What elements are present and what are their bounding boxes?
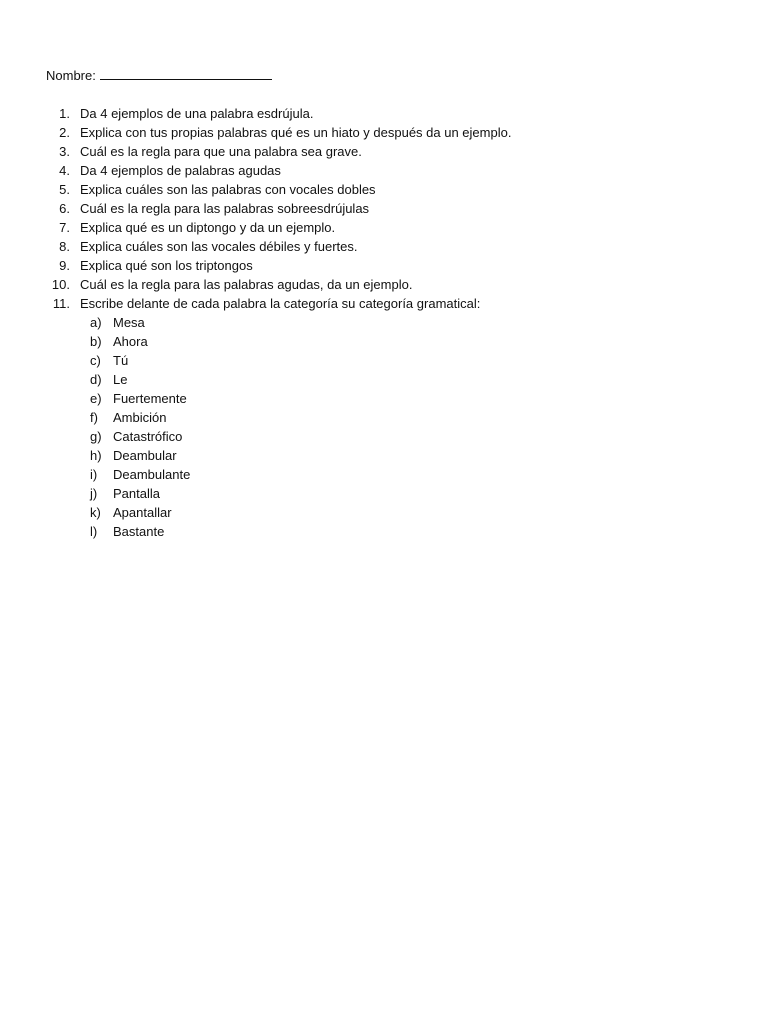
word-text: Tú (113, 353, 129, 368)
question-text: Explica cuáles son las vocales débiles y fuertes. (80, 239, 358, 254)
word-text: Ambición (113, 410, 167, 425)
question-text: Explica cuáles son las palabras con vocales dobles (80, 182, 376, 197)
word-list-container (46, 313, 726, 541)
question-item (46, 218, 726, 237)
word-item (90, 465, 726, 484)
word-item (90, 522, 726, 541)
word-letter: c) (90, 353, 101, 368)
question-text: Cuál es la regla para las palabras agudas, da un ejemplo. (80, 277, 413, 292)
word-text: Le (113, 372, 128, 387)
word-letter: j) (90, 486, 98, 501)
word-letter: g) (90, 429, 102, 444)
question-item (46, 256, 726, 275)
word-letter: e) (90, 391, 102, 406)
word-item (90, 351, 726, 370)
word-text: Apantallar (113, 505, 172, 520)
question-text: Explica qué es un diptongo y da un ejemplo. (80, 220, 336, 235)
question-item (46, 161, 726, 180)
word-text: Ahora (113, 334, 148, 349)
word-item (90, 503, 726, 522)
question-number: 3. (59, 144, 70, 159)
question-item (46, 294, 726, 313)
question-text: Explica con tus propias palabras qué es un hiato y después da un ejemplo. (80, 125, 512, 140)
word-item (90, 484, 726, 503)
word-letter: l) (90, 524, 98, 539)
word-text: Mesa (113, 315, 145, 330)
word-text: Fuertemente (113, 391, 187, 406)
question-item (46, 199, 726, 218)
word-letter: i) (90, 467, 98, 482)
question-number: 5. (59, 182, 70, 197)
question-text: Cuál es la regla para que una palabra sea grave. (80, 144, 362, 159)
name-blank-line (100, 66, 272, 80)
question-text: Da 4 ejemplos de una palabra esdrújula. (80, 106, 314, 121)
question-number: 6. (59, 201, 70, 216)
word-item (90, 446, 726, 465)
name-field-row (46, 66, 272, 85)
question-item (46, 142, 726, 161)
word-text: Pantalla (113, 486, 160, 501)
question-number: 10. (51, 277, 70, 292)
question-number: 2. (59, 125, 70, 140)
word-item (90, 427, 726, 446)
question-number: 11. (52, 296, 70, 311)
question-number: 7. (59, 220, 70, 235)
word-item (90, 313, 726, 332)
question-number: 9. (59, 258, 70, 273)
name-label: Nombre: (46, 68, 96, 83)
word-letter: a) (90, 315, 102, 330)
word-text: Deambulante (113, 467, 191, 482)
word-text: Deambular (113, 448, 177, 463)
question-item (46, 237, 726, 256)
question-number: 1. (59, 106, 70, 121)
word-letter: d) (90, 372, 102, 387)
question-text: Explica qué son los triptongos (80, 258, 253, 273)
question-number: 4. (59, 163, 70, 178)
question-item (46, 123, 726, 142)
question-list (46, 104, 726, 541)
question-item (46, 180, 726, 199)
word-text: Bastante (113, 524, 165, 539)
word-letter: f) (90, 410, 98, 425)
word-letter: k) (90, 505, 101, 520)
word-list (90, 313, 726, 541)
word-item (90, 389, 726, 408)
question-item (46, 275, 726, 294)
question-item (46, 104, 726, 123)
question-number: 8. (59, 239, 70, 254)
question-text: Escribe delante de cada palabra la categoría su categoría gramatical: (80, 296, 481, 311)
word-letter: b) (90, 334, 102, 349)
word-item (90, 370, 726, 389)
word-item (90, 332, 726, 351)
question-text: Cuál es la regla para las palabras sobreesdrújulas (80, 201, 370, 216)
word-text: Catastrófico (113, 429, 183, 444)
question-text: Da 4 ejemplos de palabras agudas (80, 163, 281, 178)
word-item (90, 408, 726, 427)
word-letter: h) (90, 448, 102, 463)
